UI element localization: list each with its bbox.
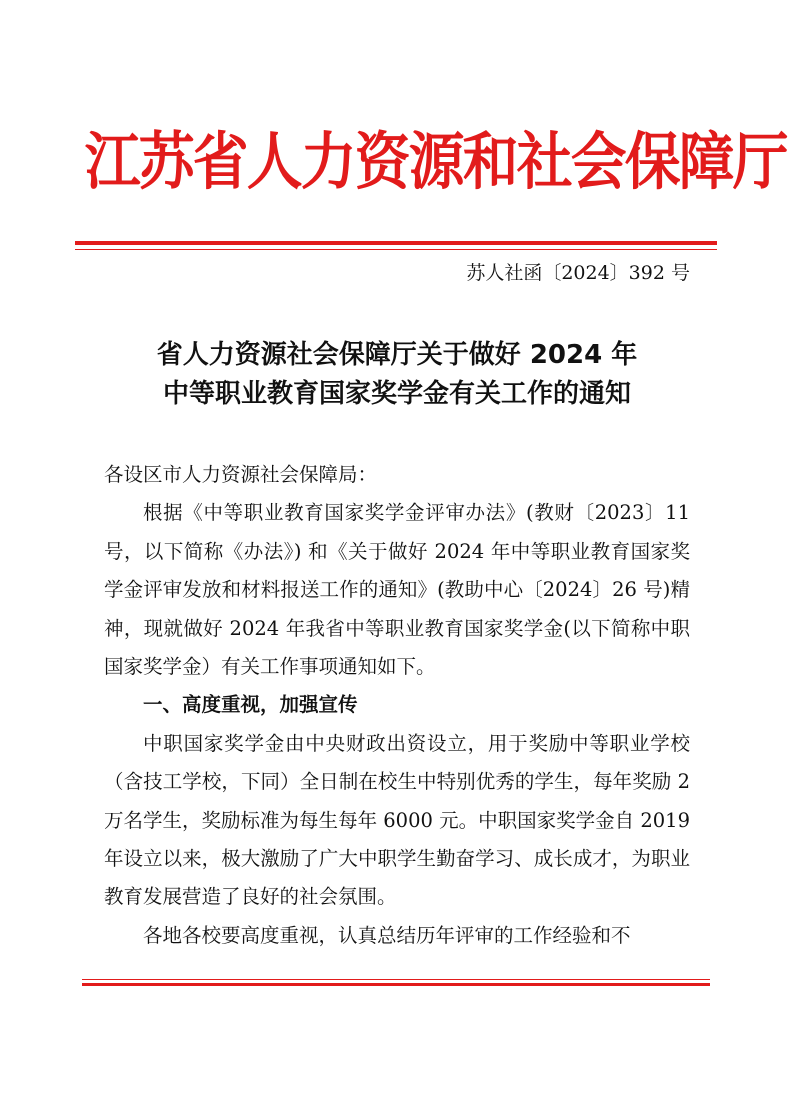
paragraph-3: 各地各校要高度重视，认真总结历年评审的工作经验和不 bbox=[143, 923, 631, 947]
section-heading-1: 一、高度重视，加强宣传 bbox=[143, 693, 358, 717]
document-body bbox=[104, 456, 690, 955]
paragraph-2: 中职国家奖学金由中央财政出资设立，用于奖励中等职业学校（含技工学校，下同）全日制在校生中特别优秀的学生，每年奖励 2 万名学生，奖励标准为每生每年 6000 元。中职国家奖学金自 2019 年设立以来，极大激励了广大中职学生勤奋学习、成长成才，为职业教育发展营造了良好的社会氛围。 bbox=[104, 731, 690, 909]
footer-red-rule-thin bbox=[82, 979, 710, 980]
masthead-org-name: 江苏省人力资源和社会保障厅 bbox=[84, 125, 787, 198]
paragraph-1: 根据《中等职业教育国家奖学金评审办法》(教财〔2023〕11 号，以下简称《办法》) 和《关于做好 2024 年中等职业教育国家奖学金评审发放和材料报送工作的通知》(教助中心〔2024〕26 号)精神，现就做好 2024 年我省中等职业教育国家奖学金(以下简称中职国家奖学金）有关工作事项通知如下。 bbox=[104, 501, 690, 679]
masthead-red-rule bbox=[75, 241, 717, 245]
document-title-line-2: 中等职业教育国家奖学金有关工作的通知 bbox=[162, 379, 631, 409]
salutation: 各设区市人力资源社会保障局： bbox=[104, 463, 378, 486]
document-title bbox=[60, 336, 734, 414]
footer-red-rule bbox=[82, 983, 710, 986]
document-number: 苏人社函〔2024〕392 号 bbox=[466, 262, 690, 284]
masthead-red-rule-thin bbox=[75, 249, 717, 250]
document-title-line-1: 省人力资源社会保障厅关于做好 2024 年 bbox=[156, 340, 638, 370]
